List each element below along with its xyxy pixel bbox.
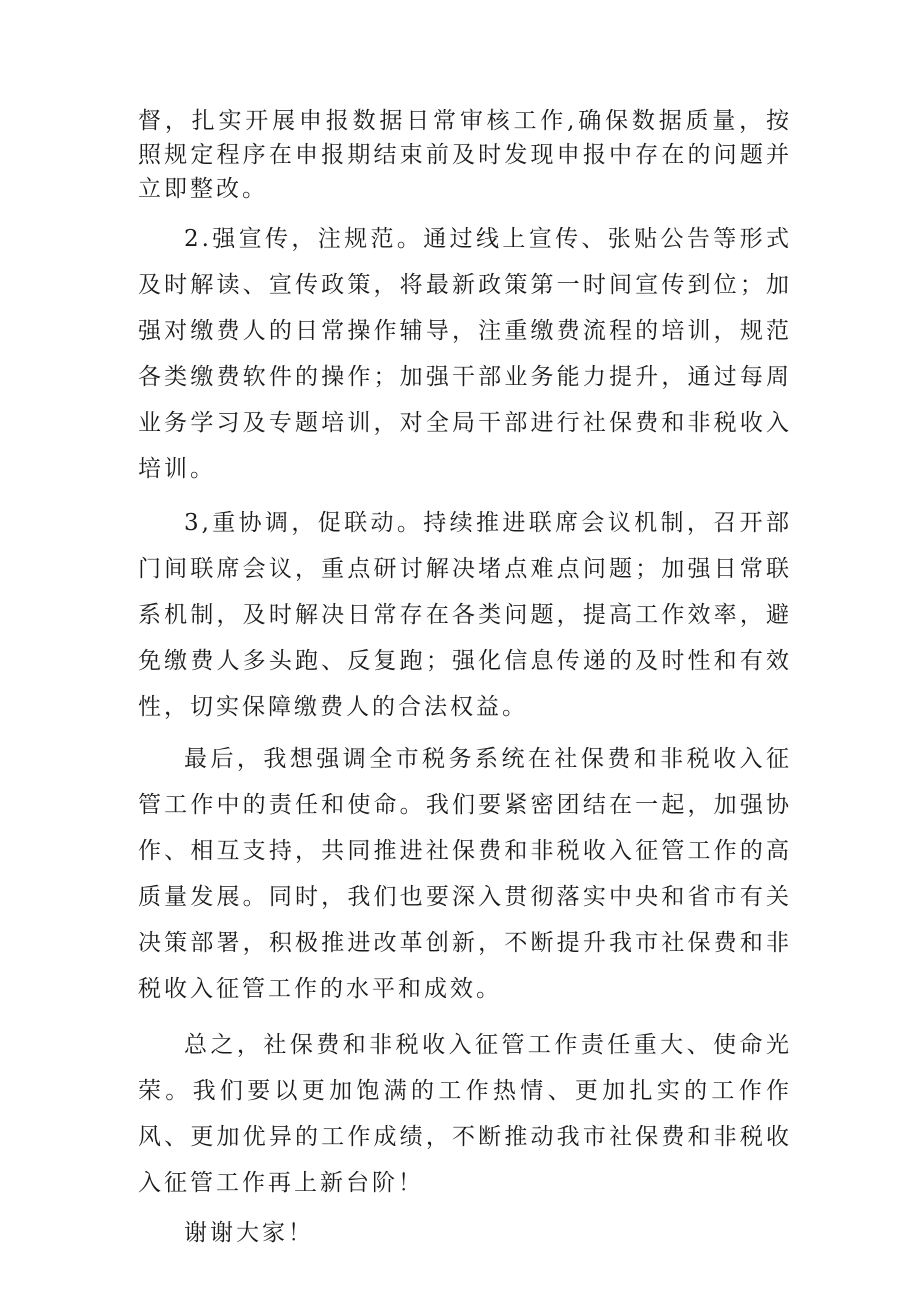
paragraph-continuation: 督，扎实开展申报数据日常审核工作,确保数据质量，按照规定程序在申报期结束前及时发现申报中存在的问题并立即整改。 (138, 108, 792, 202)
paragraph-publicity: 2.强宣传，注规范。通过线上宣传、张贴公告等形式及时解读、宣传政策，将最新政策第一时间宣传到位；加强对缴费人的日常操作辅导，注重缴费流程的培训，规范各类缴费软件的操作；加强干部业务能力提升，通过每周业务学习及专题培训，对全局干部进行社保费和非税收入培训。 (138, 226, 792, 482)
paragraph-conclusion: 最后，我想强调全市税务系统在社保费和非税收入征管工作中的责任和使命。我们要紧密团结在一起，加强协作、相互支持，共同推进社保费和非税收入征管工作的高质量发展。同时，我们也要深入贯彻落实中央和省市有关决策部署，积极推进改革创新，不断提升我市社保费和非税收入征管工作的水平和成效。 (138, 746, 792, 1002)
paragraph-coordination: 3,重协调，促联动。持续推进联席会议机制，召开部门间联席会议，重点研讨解决堵点难点问题；加强日常联系机制，及时解决日常存在各类问题，提高工作效率，避免缴费人多头跑、反复跑；强化信息传递的及时性和有效性，切实保障缴费人的合法权益。 (138, 510, 792, 720)
paragraph-thanks: 谢谢大家！ (184, 1220, 314, 1246)
document-body (138, 104, 792, 1256)
paragraph-summary: 总之，社保费和非税收入征管工作责任重大、使命光荣。我们要以更加饱满的工作热情、更加扎实的工作作风、更加优异的工作成绩，不断推动我市社保费和非税收入征管工作再上新台阶！ (138, 1032, 792, 1196)
